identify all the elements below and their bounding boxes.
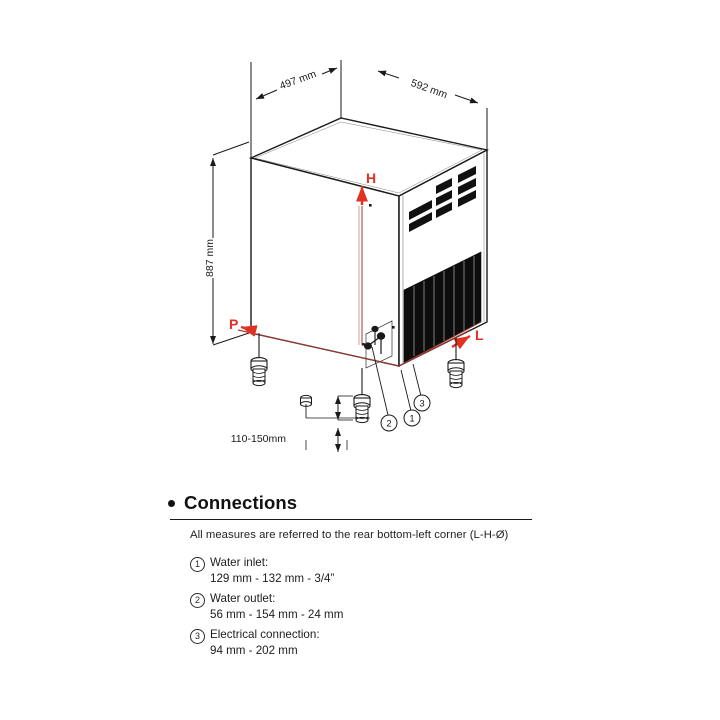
connections-heading: [168, 492, 568, 514]
connection-number-3: 3: [190, 629, 205, 644]
connection-number-2: 2: [190, 593, 205, 608]
connection-number-1: 1: [190, 557, 205, 572]
connection-body-3: [210, 627, 320, 658]
axis-p-label: P: [229, 316, 239, 332]
leg-right: [448, 338, 464, 388]
leg-front: [354, 368, 370, 423]
connection-values-3: 94 mm - 202 mm: [210, 643, 298, 657]
dimension-height-label: 887 mm: [204, 239, 216, 277]
connections-heading-text: Connections: [184, 492, 298, 513]
callout-3: [413, 364, 430, 411]
leg-left: [251, 333, 267, 386]
callout-1-label: 1: [409, 413, 415, 425]
panel-screw-bottom: [392, 326, 395, 329]
measures-note: All measures are referred to the rear bottom-left corner (L-H-Ø): [190, 529, 509, 541]
connection-label-1: Water inlet:: [210, 556, 269, 569]
connection-item-electrical: [190, 627, 568, 658]
leg-rear: [301, 395, 312, 418]
connection-label-3: Electrical connection:: [210, 628, 320, 641]
connection-body-1: [210, 555, 334, 586]
dimension-leg-height-label: 110-150mm: [230, 433, 286, 445]
callout-3-label: 3: [419, 398, 425, 410]
panel-screw-top: [369, 204, 372, 207]
connection-values-2: 56 mm - 154 mm - 24 mm: [210, 607, 344, 621]
connection-body-2: [210, 591, 343, 622]
axis-l-label: L: [475, 327, 484, 343]
dimension-width-label: 592 mm: [409, 77, 449, 102]
connections-list: [190, 555, 568, 658]
dimension-depth-label: 497 mm: [278, 68, 318, 93]
dimension-height: [204, 142, 249, 345]
connection-item-water-outlet: [190, 591, 568, 622]
axis-h-label: H: [366, 170, 377, 186]
legend-divider: [170, 519, 532, 520]
connections-legend: [168, 492, 568, 663]
connection-values-1: 129 mm - 132 mm - 3/4”: [210, 571, 335, 585]
bullet-icon: [168, 500, 175, 507]
connection-item-water-inlet: [190, 555, 568, 586]
connection-label-2: Water outlet:: [210, 592, 276, 605]
callout-2-label: 2: [386, 418, 392, 430]
